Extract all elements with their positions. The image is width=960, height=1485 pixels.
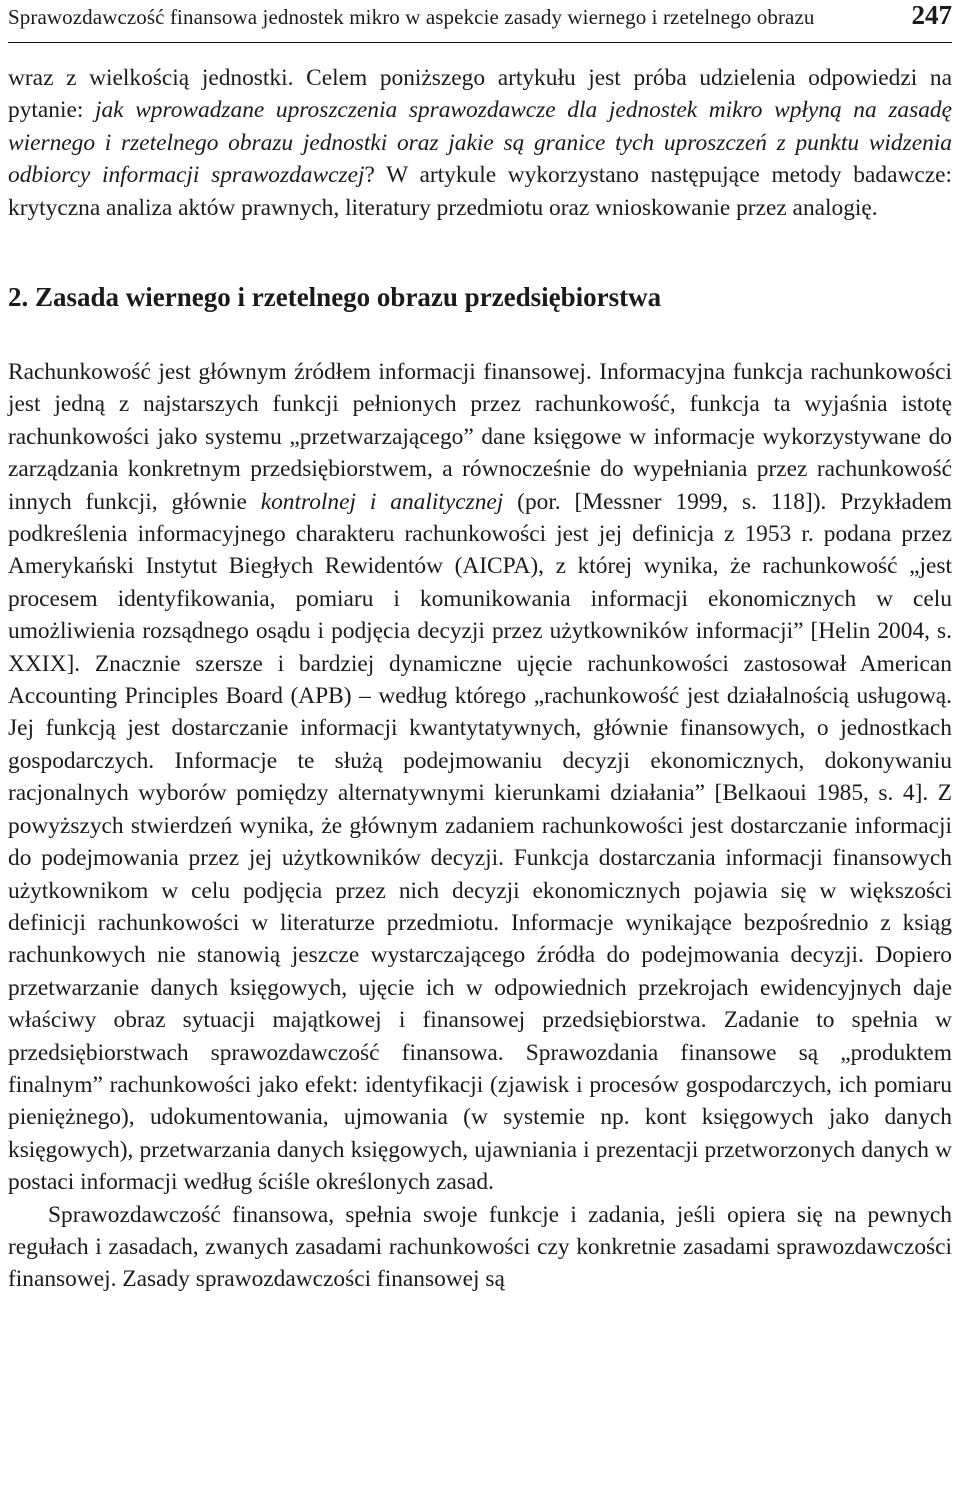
running-title: Sprawozdawczość finansowa jednostek mikro w aspekcie zasady wiernego i rzetelnego obrazu	[8, 5, 815, 29]
page-body	[8, 62, 952, 1296]
page-number: 247	[911, 0, 952, 30]
intro-paragraph	[8, 62, 952, 267]
intro-text-end: ? W artykule wykorzystano następujące metody badawcze: krytyczna analiza aktów prawnych, literatury przedmiotu oraz wnioskowanie przez analogię.	[8, 162, 952, 221]
paragraph-1-italic-phrase: kontrolnej i analitycznej	[260, 488, 504, 515]
section-heading: 2. Zasada wiernego i rzetelnego obrazu przedsiębiorstwa	[8, 282, 662, 312]
research-question: jak wprowadzane uproszczenia sprawozdawcze dla jednostek mikro wpłyną na zasadę wiernego i rzetelnego obrazu jednostki oraz jakie są granice tych uproszczeń z punktu widzenia odbiorcy informacji sprawozdawczej	[8, 97, 952, 189]
running-header	[8, 0, 952, 43]
paragraph-1-text-start: Rachunkowość jest głównym źródłem informacji finansowej. Informacyjna funkcja rachunkowości jest jedną z najstarszych funkcji pełnionych przez rachunkowość, funkcja ta wyjaśnia istotę rachunkowości jako systemu „przetwarzającego” dane księgowe w informacje wykorzystywane do zarządzania konkretnym przedsiębiorstwem, a równocześnie do wypełniania przez rachunkowość innych funkcji, głównie	[8, 359, 952, 515]
intro-text-start: wraz z wielkością jednostki. Celem poniższego artykułu jest próba udzielenia odpowiedzi na pytanie:	[8, 65, 952, 124]
body-paragraph-2: Sprawozdawczość finansowa, spełnia swoje funkcje i zadania, jeśli opiera się na pewnych regułach i zasadach, zwanych zasadami rachunkowości czy konkretnie zasadami sprawozdawczości finansowej. Zasady sprawozdawczości finansowej są	[8, 1201, 952, 1293]
paragraph-1-text-end: (por. [Messner 1999, s. 118]). Przykładem podkreślenia informacyjnego charakteru rachunkowości jest jej definicja z 1953 r. podana przez Amerykański Instytut Biegłych Rewidentów (AICPA), z której wynika, że rachunkowość „jest procesem identyfikowania, pomiaru i komunikowania informacji ekonomicznych w celu umożliwienia rozsądnego osądu i podjęcia decyzji przez użytkowników informacji” [Helin 2004, s. XXIX]. Znacznie szersze i bardziej dynamiczne ujęcie rachunkowości zastosował American Accounting Principles Board (APB) – według którego „rachunkowość jest działalnością usługową. Jej funkcją jest dostarczanie informacji kwantytatywnych, głównie finansowych, o jednostkach gospodarczych. Informacje te służą podejmowaniu decyzji ekonomicznych, dokonywaniu racjonalnych wyborów pomiędzy alternatywnymi kierunkami działania” [Belkaoui 1985, s. 4]. Z powyższych stwierdzeń wynika, że głównym zadaniem rachunkowości jest dostarczanie informacji do podejmowania przez jej użytkowników decyzji. Funkcja dostarczania informacji finansowych użytkownikom w celu podjęcia przez nich decyzji ekonomicznych pojawia się w większości definicji rachunkowości w literaturze przedmiotu. Informacje wynikające bezpośrednio z ksiąg rachunkowych nie stanowią jeszcze wystarczającego źródła do podejmowania decyzji. Dopiero przetwarzanie danych księgowych, ujęcie ich w odpowiednich przekrojach ewidencyjnych daje właściwy obraz sytuacji majątkowej i finansowej przedsiębiorstwa. Zadanie to spełnia w przedsiębiorstwach sprawozdawczość finansowa. Sprawozdania finansowe są „produktem finalnym” rachunkowości jako efekt: identyfikacji (zjawisk i procesów gospodarczych, ich pomiaru pieniężnego), udokumentowania, ujmowania (w systemie np. kont księgowych jako danych księgowych), przetwarzania danych księgowych, ujawniania i prezentacji przetworzonych danych w postaci informacji według ściśle określonych zasad.	[8, 488, 952, 1196]
body-paragraph-1	[8, 356, 952, 1199]
